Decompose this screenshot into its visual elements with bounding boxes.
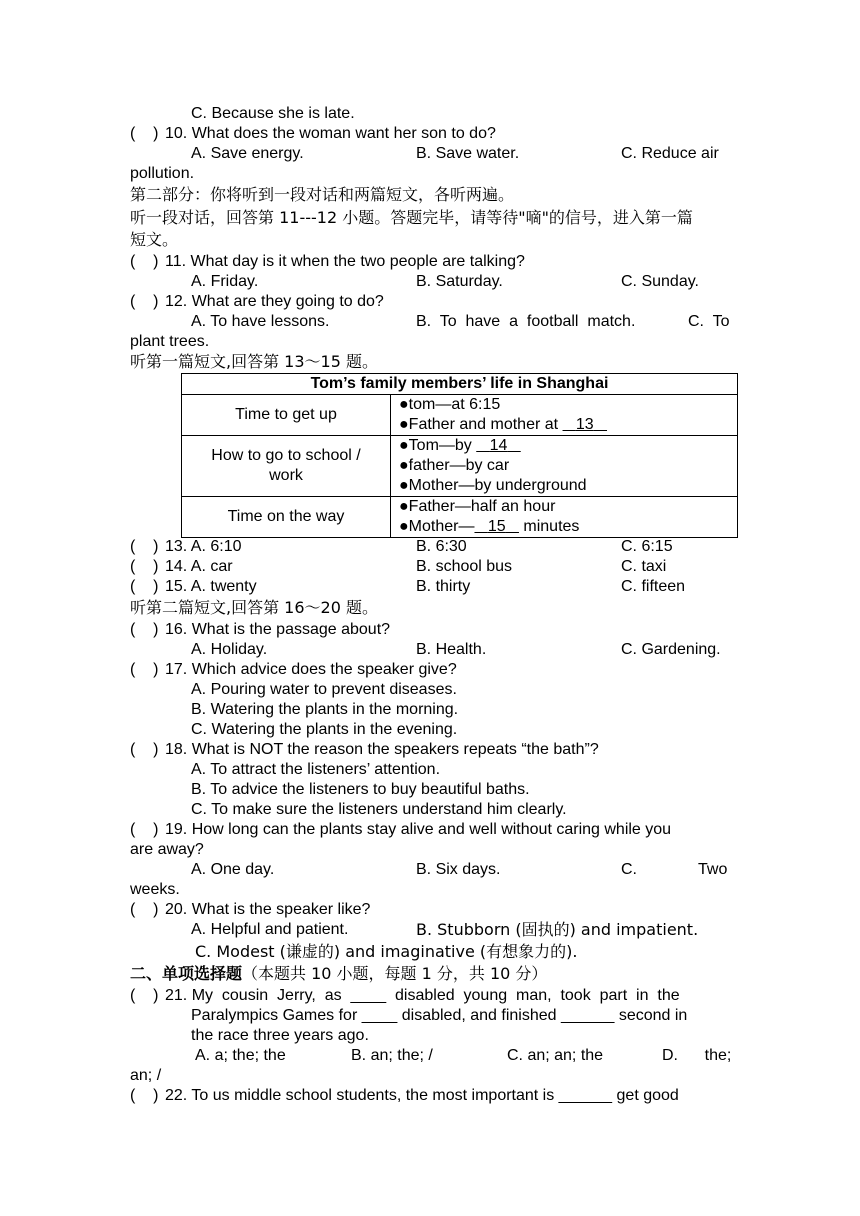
blank-15[interactable] bbox=[474, 518, 518, 535]
q12-option-c: C. To bbox=[688, 313, 730, 330]
answer-paren-13[interactable]: ( ) bbox=[130, 538, 159, 555]
row-key-line: work bbox=[269, 467, 303, 484]
q21-option-d: D. the; bbox=[662, 1047, 732, 1064]
question-20-stem: 20. What is the speaker like? bbox=[165, 901, 371, 918]
table-row bbox=[182, 497, 738, 538]
question-13-stem: 13. A. 6:10 bbox=[165, 538, 242, 555]
q10-option-c: C. Reduce air bbox=[621, 145, 719, 162]
q19-option-b: B. Six days. bbox=[416, 861, 501, 878]
q11-option-b: B. Saturday. bbox=[416, 273, 503, 290]
q10-option-a: A. Save energy. bbox=[191, 145, 304, 162]
answer-paren-12[interactable]: ( ) bbox=[130, 293, 159, 310]
row-key: Time to get up bbox=[182, 395, 391, 436]
question-22-stem: 22. To us middle school students, the most important is ______ get good bbox=[165, 1087, 679, 1104]
question-21-stem-cont: the race three years ago. bbox=[191, 1027, 369, 1044]
question-16-stem: 16. What is the passage about? bbox=[165, 621, 391, 638]
value-line: ●father—by car bbox=[399, 457, 510, 474]
row-key bbox=[182, 436, 391, 497]
answer-paren-14[interactable]: ( ) bbox=[130, 558, 159, 575]
question-12-stem: 12. What are they going to do? bbox=[165, 293, 384, 310]
blank-14[interactable] bbox=[476, 437, 520, 454]
answer-paren-20[interactable]: ( ) bbox=[130, 901, 159, 918]
answer-paren-21[interactable]: ( ) bbox=[130, 987, 159, 1004]
answer-paren-11[interactable]: ( ) bbox=[130, 253, 159, 270]
table-row bbox=[182, 395, 738, 436]
question-19-stem-cont: are away? bbox=[130, 841, 204, 858]
row-value bbox=[391, 436, 738, 497]
q10-option-c-cont: pollution. bbox=[130, 165, 195, 182]
q17-option-a: A. Pouring water to prevent diseases. bbox=[191, 681, 457, 698]
q20-option-c: C. Modest (谦虚的) and imaginative (有想象力的). bbox=[195, 942, 578, 961]
answer-paren-19[interactable]: ( ) bbox=[130, 821, 159, 838]
value-text: ●Mother— bbox=[399, 518, 475, 535]
question-14-stem: 14. A. car bbox=[165, 558, 233, 575]
part2-instruction: 听一段对话，回答第 11---12 小题。答题完毕，请等待"嘀"的信号，进入第一篇 bbox=[130, 208, 693, 227]
row-key-line: How to go to school / bbox=[211, 447, 361, 464]
blank-number: 14 bbox=[489, 437, 508, 454]
q17-option-b: B. Watering the plants in the morning. bbox=[191, 701, 459, 718]
blank-number: 15 bbox=[487, 518, 506, 535]
q21-option-c: C. an; an; the bbox=[507, 1047, 604, 1064]
answer-paren-10[interactable]: ( ) bbox=[130, 125, 159, 142]
q19-option-c-cont: weeks. bbox=[130, 881, 180, 898]
q18-option-c: C. To make sure the listeners understand him clearly. bbox=[191, 801, 567, 818]
q14-option-b: B. school bus bbox=[416, 558, 513, 575]
info-table bbox=[181, 373, 738, 538]
q21-option-b: B. an; the; / bbox=[351, 1047, 433, 1064]
q12-option-c-cont: plant trees. bbox=[130, 333, 210, 350]
q10-option-b: B. Save water. bbox=[416, 145, 520, 162]
q11-option-c: C. Sunday. bbox=[621, 273, 699, 290]
q18-option-a: A. To attract the listeners’ attention. bbox=[191, 761, 441, 778]
q12-option-a: A. To have lessons. bbox=[191, 313, 330, 330]
passage1-instruction: 听第一篇短文,回答第 13～15 题。 bbox=[130, 352, 378, 371]
q16-option-a: A. Holiday. bbox=[191, 641, 268, 658]
q9-option-c: C. Because she is late. bbox=[191, 105, 355, 122]
q20-option-b: B. Stubborn (固执的) and impatient. bbox=[416, 920, 699, 939]
answer-paren-18[interactable]: ( ) bbox=[130, 741, 159, 758]
value-line: ●Mother—by underground bbox=[399, 477, 587, 494]
row-value bbox=[391, 497, 738, 538]
value-line: ●Father—half an hour bbox=[399, 498, 556, 515]
row-value bbox=[391, 395, 738, 436]
question-15-stem: 15. A. twenty bbox=[165, 578, 257, 595]
answer-paren-15[interactable]: ( ) bbox=[130, 578, 159, 595]
section2-heading bbox=[130, 964, 547, 984]
question-18-stem: 18. What is NOT the reason the speakers repeats “the bath”? bbox=[165, 741, 599, 758]
q15-option-c: C. fifteen bbox=[621, 578, 686, 595]
q17-option-c: C. Watering the plants in the evening. bbox=[191, 721, 458, 738]
q19-option-c-text: Two bbox=[698, 861, 728, 878]
q21-option-a: A. a; the; the bbox=[195, 1047, 286, 1064]
question-21-stem: 21. My cousin Jerry, as ____ disabled young man, took part in the bbox=[165, 987, 680, 1004]
question-17-stem: 17. Which advice does the speaker give? bbox=[165, 661, 457, 678]
blank-number: 13 bbox=[575, 416, 594, 433]
part2-instruction-cont: 短文。 bbox=[130, 230, 179, 249]
q13-option-b: B. 6:30 bbox=[416, 538, 467, 555]
answer-paren-22[interactable]: ( ) bbox=[130, 1087, 159, 1104]
blank-13[interactable] bbox=[563, 416, 607, 433]
value-text: ●Father and mother at bbox=[399, 416, 563, 433]
answer-paren-16[interactable]: ( ) bbox=[130, 621, 159, 638]
q11-option-a: A. Friday. bbox=[191, 273, 259, 290]
section2-title: 二、单项选择题 bbox=[130, 964, 243, 983]
value-line bbox=[399, 436, 737, 456]
q16-option-b: B. Health. bbox=[416, 641, 487, 658]
q13-option-c: C. 6:15 bbox=[621, 538, 673, 555]
value-line bbox=[399, 415, 737, 435]
question-10-stem: 10. What does the woman want her son to do? bbox=[165, 125, 496, 142]
value-text: minutes bbox=[518, 518, 580, 535]
value-text: ●Tom—by bbox=[399, 437, 477, 454]
value-line bbox=[399, 517, 737, 537]
row-key: Time on the way bbox=[182, 497, 391, 538]
q20-option-a: A. Helpful and patient. bbox=[191, 921, 349, 938]
q14-option-c: C. taxi bbox=[621, 558, 667, 575]
passage2-instruction: 听第二篇短文,回答第 16～20 题。 bbox=[130, 598, 378, 617]
section2-note: （本题共 10 小题，每题 1 分，共 10 分） bbox=[242, 964, 548, 983]
q16-option-c: C. Gardening. bbox=[621, 641, 721, 658]
question-19-stem: 19. How long can the plants stay alive and well without caring while you bbox=[165, 821, 672, 838]
value-line: ●tom—at 6:15 bbox=[399, 396, 501, 413]
table-row bbox=[182, 436, 738, 497]
question-11-stem: 11. What day is it when the two people are talking? bbox=[165, 253, 525, 270]
question-21-stem-cont: Paralympics Games for ____ disabled, and finished ______ second in bbox=[191, 1007, 688, 1024]
part2-intro: 第二部分：你将听到一段对话和两篇短文，各听两遍。 bbox=[130, 185, 515, 204]
q19-option-a: A. One day. bbox=[191, 861, 275, 878]
q19-option-c: C. bbox=[621, 861, 637, 878]
q15-option-b: B. thirty bbox=[416, 578, 471, 595]
q18-option-b: B. To advice the listeners to buy beautiful baths. bbox=[191, 781, 530, 798]
q12-option-b: B. To have a football match. bbox=[416, 313, 636, 330]
answer-paren-17[interactable]: ( ) bbox=[130, 661, 159, 678]
table-title: Tom’s family members’ life in Shanghai bbox=[182, 374, 738, 395]
q21-option-d-cont: an; / bbox=[130, 1067, 162, 1084]
